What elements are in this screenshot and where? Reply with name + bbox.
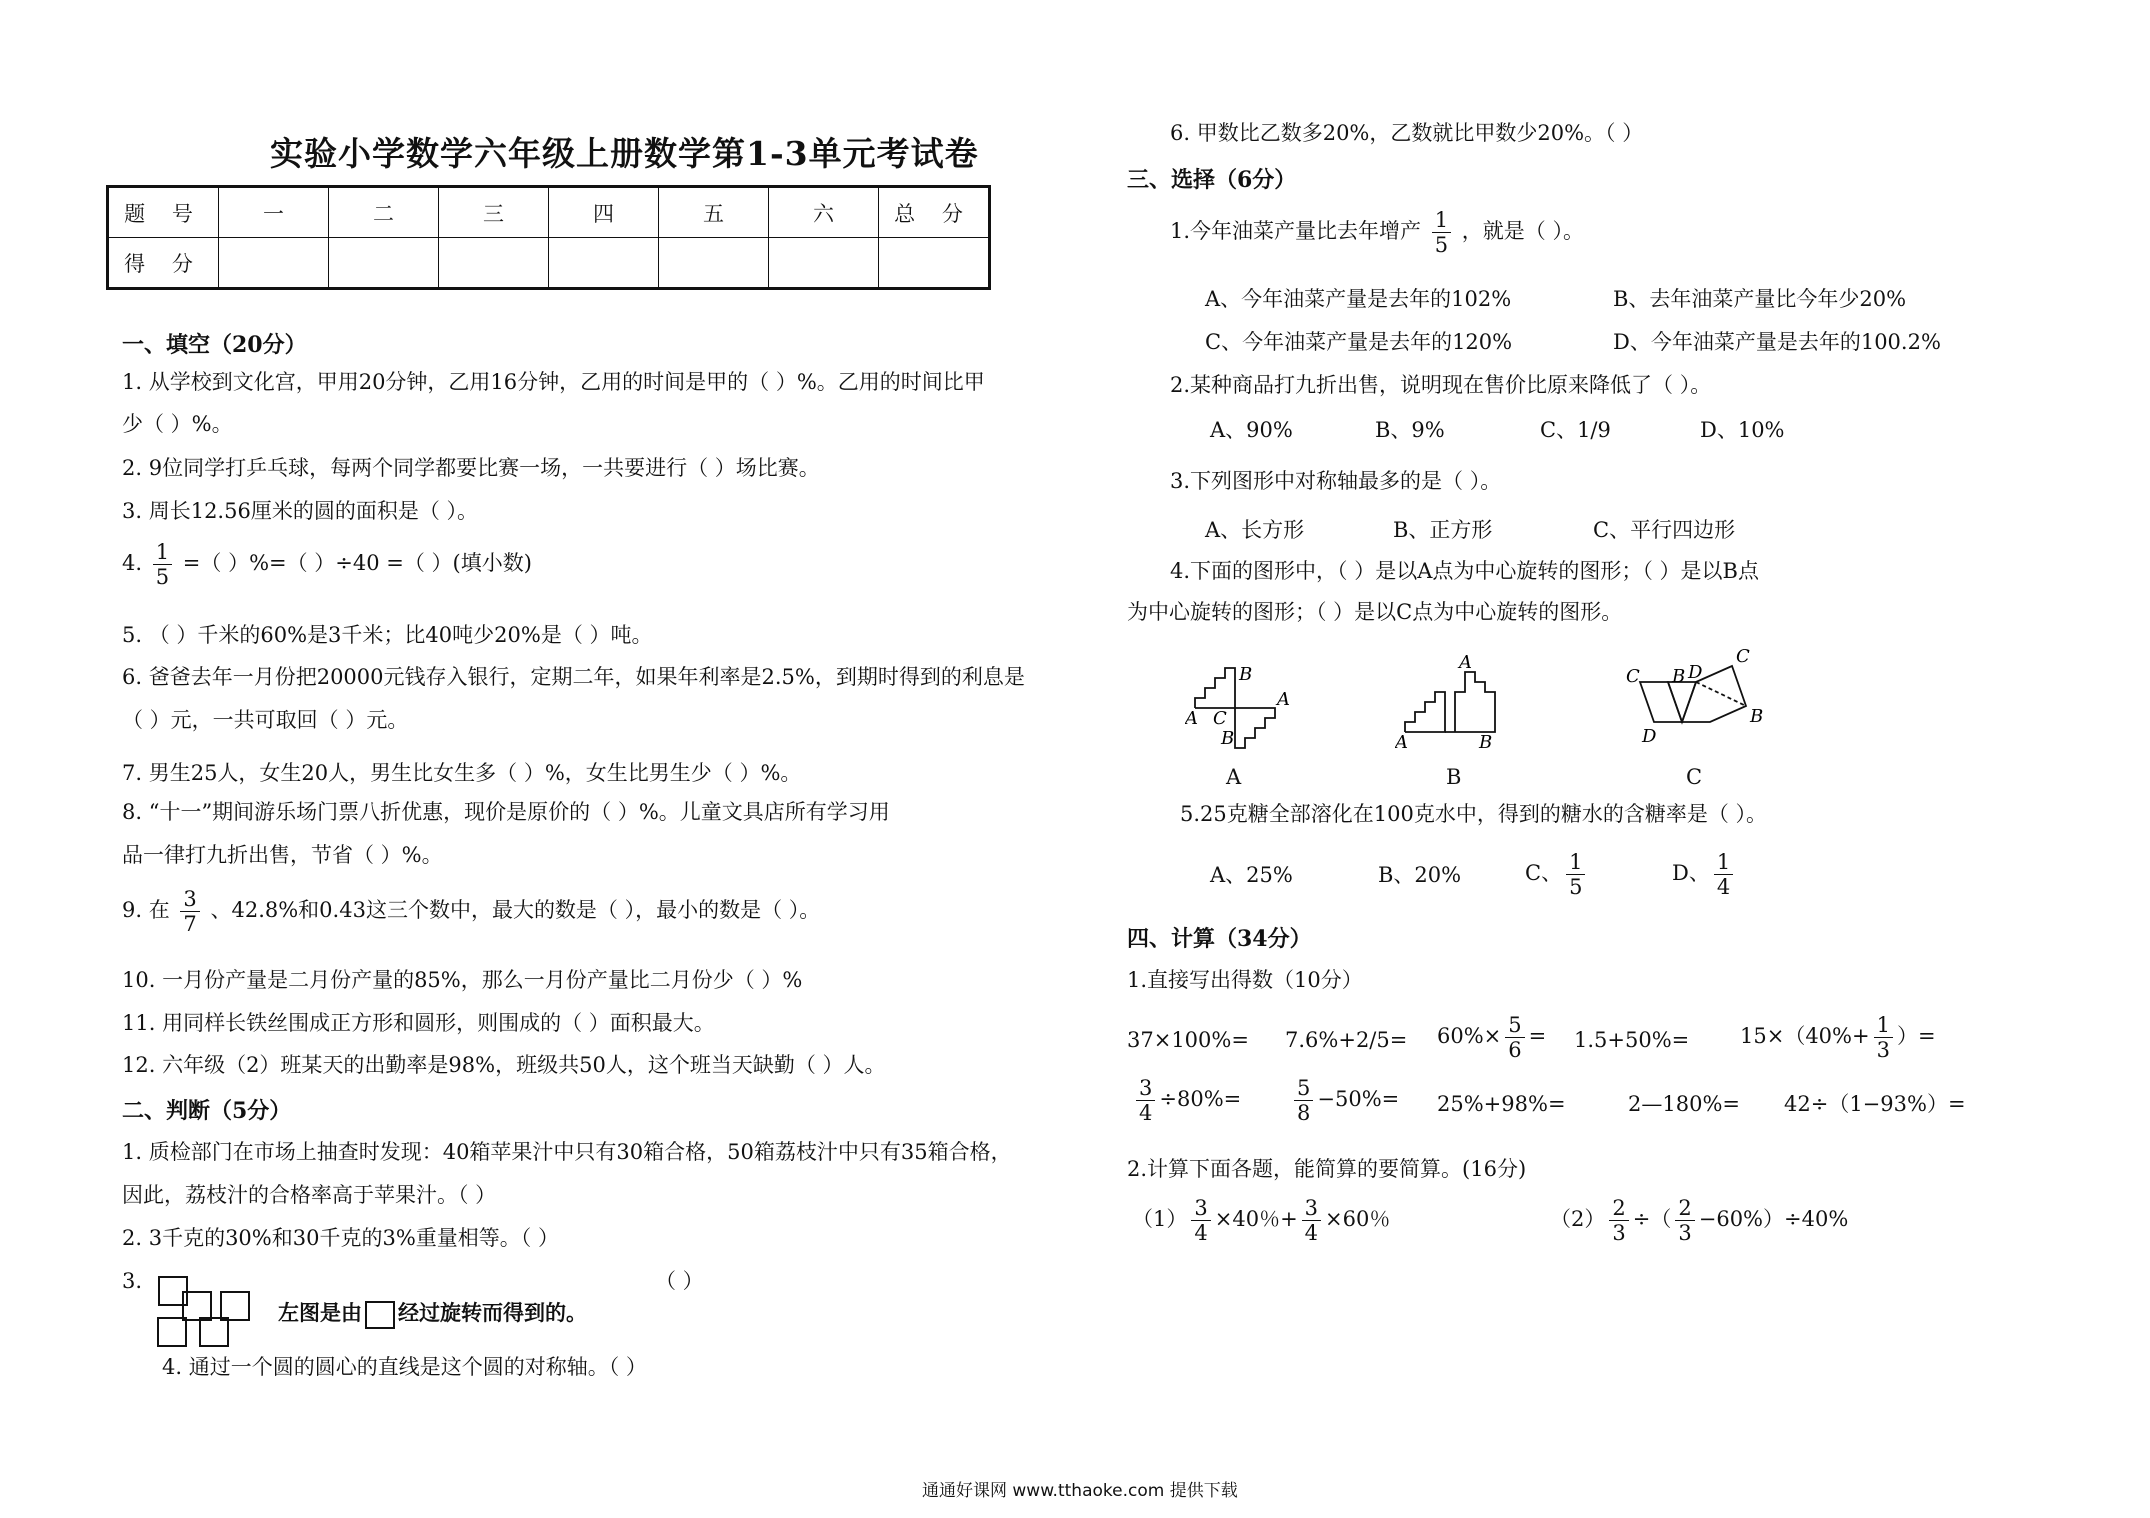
figure-caption: C (1686, 765, 1703, 789)
calc-text: −60%）÷40% (1698, 1207, 1849, 1231)
calc-text: ×40％+ (1214, 1207, 1298, 1231)
question-text: 12. 六年级（2）班某天的出勤率是98%，班级共50人，这个班当天缺勤（ ）人。 (122, 1053, 886, 1077)
question-text: 2. 9位同学打乒乓球，每两个同学都要比赛一场，一共要进行（ ）场比赛。 (122, 456, 820, 480)
question-text-part: 经过旋转而得到的。 (398, 1300, 587, 1325)
calc-expression (1550, 1196, 1848, 1245)
score-input-cell[interactable] (329, 238, 439, 289)
question-text: 11. 用同样长铁丝围成正方形和圆形，则围成的（ ）面积最大。 (122, 1011, 715, 1035)
option-label: D、 (1672, 861, 1710, 885)
vertex-label: B (1672, 666, 1686, 687)
option-label: C、 (1525, 861, 1563, 885)
question-text (122, 887, 820, 936)
question-number: 3. (122, 1269, 143, 1293)
option-text (1525, 850, 1589, 899)
fraction-numerator: 1 (1874, 1013, 1893, 1038)
fraction (1136, 1076, 1155, 1125)
score-table-cell: 三 (439, 187, 549, 238)
figure-caption: B (1446, 765, 1462, 789)
score-table-cell: 二 (329, 187, 439, 238)
fraction-denominator: 7 (183, 912, 197, 936)
option-text: D、今年油菜产量是去年的100.2% (1613, 330, 1941, 354)
calc-text: 15×（40%+ (1740, 1024, 1870, 1048)
fraction (1294, 1076, 1313, 1125)
square-icon (365, 1301, 395, 1329)
footer-text: 通通好课网 www.tthaoke.com 提供下载 (922, 1481, 1238, 1501)
option-text: C、1/9 (1540, 418, 1611, 442)
score-input-cell[interactable] (549, 238, 659, 289)
question-text: 4.下面的图形中，（ ）是以A点为中心旋转的图形；（ ）是以B点 (1170, 559, 1759, 583)
fraction-numerator: 3 (180, 887, 199, 912)
vertex-label: B (1221, 728, 1235, 749)
vertex-label: C (1213, 708, 1227, 729)
question-text: 7. 男生25人，女生20人，男生比女生多（ ）%，女生比男生少（ ）%。 (122, 761, 802, 785)
fraction (1302, 1196, 1321, 1245)
fraction (1874, 1013, 1893, 1062)
fraction-denominator: 5 (1569, 875, 1583, 899)
vertex-label: B (1750, 706, 1764, 727)
fraction-denominator: 4 (1304, 1221, 1319, 1245)
calc-item: 42÷（1−93%）= (1784, 1092, 1966, 1116)
score-table-cell: 六 (769, 187, 879, 238)
rotation-figure-c (1620, 642, 1770, 752)
fraction-numerator: 1 (1566, 850, 1585, 875)
figure-caption: A (1226, 765, 1242, 789)
score-table-cell: 得 分 (108, 238, 219, 289)
calc-text: （1） (1132, 1207, 1188, 1231)
rotation-figure-b (1395, 650, 1525, 750)
vertex-label: B (1479, 732, 1493, 750)
question-text (122, 540, 532, 589)
calc-text: −50%= (1317, 1087, 1400, 1111)
vertex-label: C (1626, 666, 1640, 687)
question-text: 品一律打九折出售，节省（ ）%。 (122, 843, 443, 867)
fraction-denominator: 5 (155, 565, 170, 589)
option-text: B、正方形 (1393, 518, 1493, 542)
page-title: 实验小学数学六年级上册数学第1-3单元考试卷 (270, 134, 979, 173)
calc-expression (1132, 1196, 1390, 1245)
calc-text: ）= (1896, 1024, 1936, 1048)
fraction-denominator: 3 (1678, 1221, 1692, 1245)
option-text: B、9% (1375, 418, 1445, 442)
rotation-figure-a (1185, 650, 1295, 760)
fraction (1566, 850, 1585, 899)
section-header-choice: 三、选择（6分） (1127, 167, 1297, 193)
question-number: 9. 在 (122, 898, 170, 922)
fraction-denominator: 3 (1876, 1038, 1890, 1062)
fraction-denominator: 4 (1194, 1221, 1208, 1245)
calc-text: 60%× (1437, 1024, 1502, 1048)
question-text-tail: 、42.8%和0.43这三个数中，最大的数是（ ），最小的数是（ ）。 (210, 898, 821, 922)
vertex-label: B (1239, 664, 1253, 685)
answer-parentheses: （ ） (655, 1269, 704, 1293)
calc-text: = (1528, 1024, 1547, 1048)
option-text: A、25% (1210, 863, 1293, 887)
question-text-tail: ，就是（ ）。 (1461, 219, 1584, 243)
question-text: （ ）元，一共可取回（ ）元。 (122, 708, 409, 732)
fraction (1609, 1196, 1628, 1245)
option-text: B、20% (1378, 863, 1462, 887)
question-text: 5. （ ）千米的60%是3千米；比40吨少20%是（ ）吨。 (122, 623, 653, 647)
section-header-fill-in: 一、填空（20分） (122, 332, 307, 358)
score-table-score-row (108, 238, 990, 289)
option-text: A、90% (1210, 418, 1293, 442)
option-text: C、平行四边形 (1593, 518, 1736, 542)
fraction (1714, 850, 1733, 899)
score-input-cell[interactable] (219, 238, 329, 289)
fraction-denominator: 3 (1612, 1221, 1626, 1245)
question-text: 3.下列图形中对称轴最多的是（ ）。 (1170, 469, 1502, 493)
calc-text: ÷（ (1632, 1207, 1672, 1231)
question-text: 4. 通过一个圆的圆心的直线是这个圆的对称轴。（ ） (162, 1355, 647, 1379)
option-text: A、今年油菜产量是去年的102% (1205, 287, 1512, 311)
calc-item: 2—180%= (1628, 1092, 1740, 1116)
fraction-numerator: 3 (1191, 1196, 1210, 1221)
fraction-denominator: 4 (1716, 875, 1731, 899)
calc-item: 25%+98%= (1437, 1092, 1566, 1116)
rotated-squares-figure (155, 1272, 255, 1352)
question-text: 6. 甲数比乙数多20%，乙数就比甲数少20%。（ ） (1170, 121, 1644, 145)
calc-text: ÷80%= (1159, 1087, 1242, 1111)
question-text-head: 1.今年油菜产量比去年增产 (1170, 219, 1422, 243)
score-input-cell[interactable] (659, 238, 769, 289)
score-table-cell: 题 号 (108, 187, 219, 238)
question-text (278, 1298, 587, 1329)
fraction-denominator: 8 (1297, 1101, 1311, 1125)
score-input-cell[interactable] (439, 238, 549, 289)
score-table-cell: 一 (219, 187, 329, 238)
fraction-numerator: 3 (1302, 1196, 1321, 1221)
vertex-label: A (1185, 708, 1198, 729)
calc-item: 37×100%= (1127, 1028, 1249, 1052)
fraction-numerator: 1 (1432, 208, 1451, 233)
calc-item (1132, 1076, 1241, 1125)
question-text: 5.25克糖全部溶化在100克水中，得到的糖水的含糖率是（ ）。 (1180, 802, 1768, 826)
option-text: D、10% (1700, 418, 1785, 442)
question-text: 1. 从学校到文化宫，甲用20分钟，乙用16分钟，乙用的时间是甲的（ ）%。乙用的时间比甲 (122, 370, 985, 394)
question-text: 6. 爸爸去年一月份把20000元钱存入银行，定期二年，如果年利率是2.5%，到期时得到的利息是 (122, 665, 1025, 689)
score-input-cell[interactable] (879, 238, 990, 289)
question-text (1170, 208, 1584, 257)
question-text: 为中心旋转的图形；（ ）是以C点为中心旋转的图形。 (1127, 600, 1623, 624)
vertex-label: A (1277, 689, 1290, 710)
question-text: 2. 3千克的30%和30千克的3%重量相等。（ ） (122, 1226, 559, 1250)
fraction (1675, 1196, 1694, 1245)
question-text: 8. “十一”期间游乐场门票八折优惠，现价是原价的（ ）%。儿童文具店所有学习用 (122, 800, 890, 824)
fraction-numerator: 1 (153, 540, 172, 565)
fraction-numerator: 3 (1136, 1076, 1155, 1101)
fraction-denominator: 6 (1508, 1038, 1522, 1062)
section-header-calculation: 四、计算（34分） (1127, 926, 1312, 952)
calc-text: （2） (1550, 1207, 1606, 1231)
score-table (106, 185, 991, 290)
question-text: 2.某种商品打九折出售，说明现在售价比原来降低了（ ）。 (1170, 373, 1712, 397)
section-header-judge: 二、判断（5分） (122, 1098, 292, 1124)
calc-item (1437, 1013, 1546, 1062)
option-text: A、长方形 (1205, 518, 1305, 542)
score-table-cell: 四 (549, 187, 659, 238)
score-table-header-row (108, 187, 990, 238)
fraction (1191, 1196, 1210, 1245)
fraction-numerator: 5 (1505, 1013, 1524, 1038)
calc-item: 1.5+50%= (1574, 1028, 1690, 1052)
score-input-cell[interactable] (769, 238, 879, 289)
calc-item: 7.6%+2/5= (1285, 1028, 1408, 1052)
calc-item (1740, 1013, 1936, 1062)
score-table-cell: 总 分 (879, 187, 990, 238)
fraction-numerator: 1 (1714, 850, 1733, 875)
fraction-numerator: 5 (1294, 1076, 1313, 1101)
question-text: 1.直接写出得数（10分） (1127, 968, 1363, 992)
question-text: 少（ ）%。 (122, 412, 233, 436)
option-text: C、今年油菜产量是去年的120% (1205, 330, 1513, 354)
fraction-numerator: 2 (1675, 1196, 1694, 1221)
calc-text: ×60％ (1325, 1207, 1391, 1231)
question-text: 2.计算下面各题，能简算的要简算。(16分) (1127, 1157, 1527, 1181)
fraction (153, 540, 172, 589)
fraction-denominator: 4 (1139, 1101, 1153, 1125)
score-table-cell: 五 (659, 187, 769, 238)
question-text-tail: =（ ）%=（ ）÷40 =（ ）(填小数) (182, 551, 532, 575)
vertex-label: C (1736, 646, 1750, 667)
fraction (1432, 208, 1451, 257)
question-text-part: 左图是由 (278, 1300, 362, 1325)
vertex-label: A (1459, 652, 1472, 673)
vertex-label: A (1395, 732, 1408, 750)
question-text: 因此，荔枝汁的合格率高于苹果汁。（ ） (122, 1183, 497, 1207)
fraction-denominator: 5 (1434, 233, 1449, 257)
vertex-label: D (1688, 662, 1703, 683)
fraction (1505, 1013, 1524, 1062)
question-text: 1. 质检部门在市场上抽查时发现：40箱苹果汁中只有30箱合格，50箱荔枝汁中只有35箱合格， (122, 1140, 1012, 1164)
question-text: 3. 周长12.56厘米的圆的面积是（ ）。 (122, 499, 479, 523)
option-text: B、去年油菜产量比今年少20% (1613, 287, 1907, 311)
vertex-label: D (1642, 726, 1657, 747)
question-number: 4. (122, 551, 143, 575)
question-text: 10. 一月份产量是二月份产量的85%，那么一月份产量比二月份少（ ）% (122, 968, 803, 992)
option-text (1672, 850, 1737, 899)
fraction (180, 887, 199, 936)
calc-item (1290, 1076, 1399, 1125)
fraction-numerator: 2 (1609, 1196, 1628, 1221)
